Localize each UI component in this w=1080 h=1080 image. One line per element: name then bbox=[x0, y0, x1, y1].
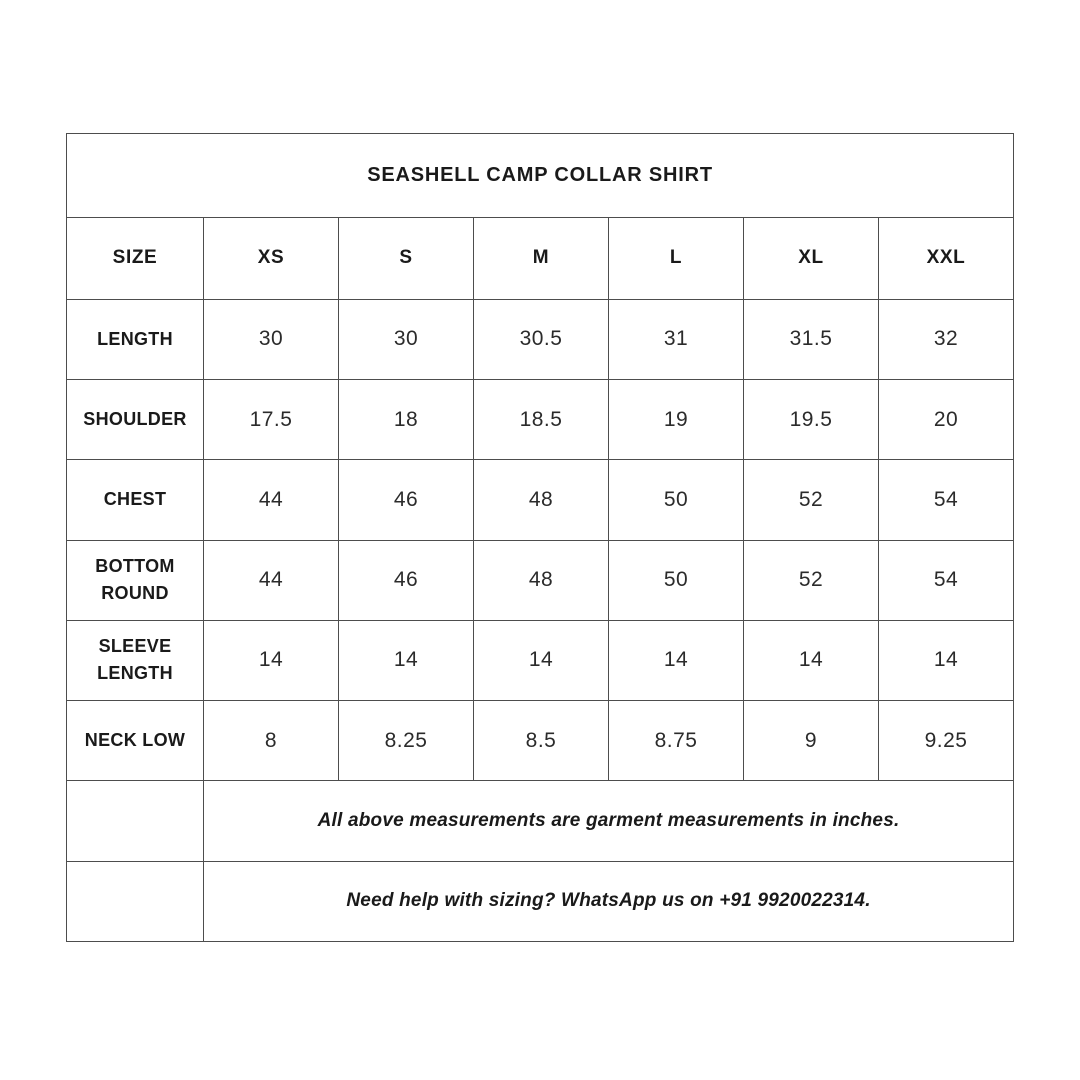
measurement-value: 14 bbox=[879, 620, 1014, 700]
units-note: All above measurements are garment measurements in inches. bbox=[204, 781, 1014, 861]
measurement-value: 14 bbox=[609, 620, 744, 700]
column-header-xxl: XXL bbox=[879, 218, 1014, 299]
table-row-sleeve-length bbox=[67, 620, 1014, 700]
column-header-l: L bbox=[609, 218, 744, 299]
measurement-value: 44 bbox=[204, 540, 339, 620]
column-header-m: M bbox=[474, 218, 609, 299]
title-row bbox=[67, 134, 1014, 218]
measurement-value: 54 bbox=[879, 540, 1014, 620]
measurement-value: 50 bbox=[609, 540, 744, 620]
measurement-value: 30 bbox=[204, 299, 339, 379]
measurement-value: 50 bbox=[609, 460, 744, 540]
column-header-xs: XS bbox=[204, 218, 339, 299]
table-row-neck-low bbox=[67, 701, 1014, 781]
measurement-label: SLEEVE LENGTH bbox=[67, 620, 204, 700]
measurement-value: 52 bbox=[744, 540, 879, 620]
column-header-xl: XL bbox=[744, 218, 879, 299]
measurement-value: 9 bbox=[744, 701, 879, 781]
measurement-value: 52 bbox=[744, 460, 879, 540]
measurement-value: 8.25 bbox=[339, 701, 474, 781]
measurement-value: 17.5 bbox=[204, 379, 339, 459]
measurement-value: 8.5 bbox=[474, 701, 609, 781]
measurement-value: 54 bbox=[879, 460, 1014, 540]
measurement-value: 19.5 bbox=[744, 379, 879, 459]
measurement-value: 48 bbox=[474, 460, 609, 540]
column-header-s: S bbox=[339, 218, 474, 299]
measurement-value: 18.5 bbox=[474, 379, 609, 459]
measurement-value: 32 bbox=[879, 299, 1014, 379]
measurement-value: 14 bbox=[339, 620, 474, 700]
measurement-value: 31 bbox=[609, 299, 744, 379]
measurement-value: 14 bbox=[474, 620, 609, 700]
measurement-value: 46 bbox=[339, 540, 474, 620]
measurement-value: 19 bbox=[609, 379, 744, 459]
empty-cell bbox=[67, 861, 204, 941]
table-row-shoulder bbox=[67, 379, 1014, 459]
size-chart-table bbox=[66, 133, 1014, 942]
measurement-value: 30 bbox=[339, 299, 474, 379]
measurement-value: 46 bbox=[339, 460, 474, 540]
measurement-value: 48 bbox=[474, 540, 609, 620]
table-row-bottom-round bbox=[67, 540, 1014, 620]
empty-cell bbox=[67, 781, 204, 861]
measurement-value: 31.5 bbox=[744, 299, 879, 379]
note-row-units bbox=[67, 781, 1014, 861]
measurement-label: CHEST bbox=[67, 460, 204, 540]
measurement-value: 8 bbox=[204, 701, 339, 781]
table-row-chest bbox=[67, 460, 1014, 540]
measurement-value: 8.75 bbox=[609, 701, 744, 781]
table-row-length bbox=[67, 299, 1014, 379]
measurement-label: NECK LOW bbox=[67, 701, 204, 781]
note-row-sizing-help bbox=[67, 861, 1014, 941]
measurement-label: LENGTH bbox=[67, 299, 204, 379]
measurement-value: 20 bbox=[879, 379, 1014, 459]
measurement-value: 18 bbox=[339, 379, 474, 459]
measurement-value: 9.25 bbox=[879, 701, 1014, 781]
measurement-label: SHOULDER bbox=[67, 379, 204, 459]
measurement-label: BOTTOM ROUND bbox=[67, 540, 204, 620]
chart-title: SEASHELL CAMP COLLAR SHIRT bbox=[67, 134, 1014, 218]
measurement-value: 14 bbox=[204, 620, 339, 700]
sizing-help-note: Need help with sizing? WhatsApp us on +91 9920022314. bbox=[204, 861, 1014, 941]
header-row bbox=[67, 218, 1014, 299]
measurement-value: 30.5 bbox=[474, 299, 609, 379]
column-header-size: SIZE bbox=[67, 218, 204, 299]
measurement-value: 14 bbox=[744, 620, 879, 700]
measurement-value: 44 bbox=[204, 460, 339, 540]
